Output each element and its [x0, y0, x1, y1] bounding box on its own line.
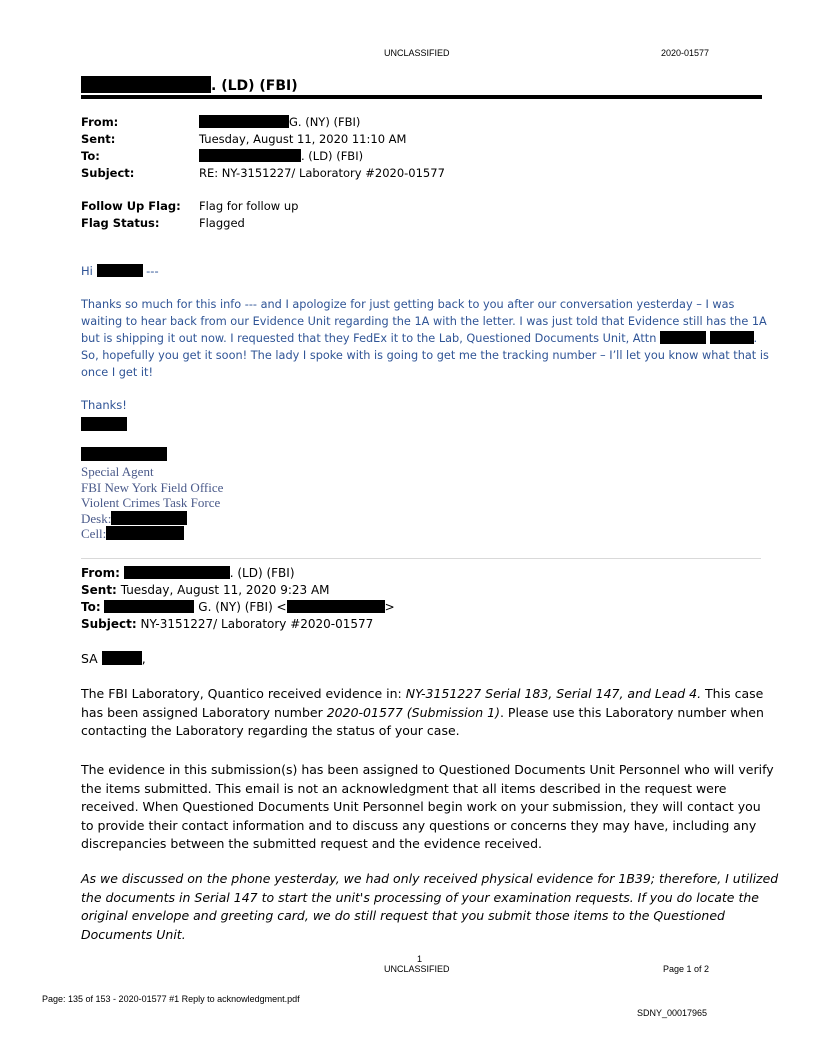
redaction-box: [81, 417, 127, 431]
mailbox-owner: [81, 76, 298, 94]
redaction-box: [102, 651, 142, 665]
classification-footer: UNCLASSIFIED: [384, 964, 450, 974]
message2-header: [81, 565, 771, 633]
sent-label: Sent:: [81, 132, 116, 146]
signature-unit: Violent Crimes Task Force: [81, 495, 221, 510]
body-line: Thanks so much for this info --- and I apologize for just getting back to you after our conversation yesterday – I was: [81, 298, 735, 311]
p2-line: received. When Questioned Documents Unit Personnel begin work on your submission, they will contact you: [81, 799, 761, 814]
signature-title: Special Agent: [81, 464, 154, 479]
body-line-period: .: [753, 332, 758, 345]
salutation: [81, 650, 146, 669]
flag-status-label: Flag Status:: [81, 216, 160, 230]
p1-text: . Please use this Laboratory number when: [499, 704, 764, 720]
to-label: To:: [81, 149, 100, 163]
redaction-box: [104, 600, 194, 613]
sent-value: Tuesday, August 11, 2020 11:10 AM: [199, 132, 407, 146]
p3-line: As we discussed on the phone yesterday, we had only received physical evidence for 1B39; therefore, I utilized: [81, 871, 779, 886]
p1-case-ref: NY-3151227 Serial 183, Serial 147, and Lead 4.: [405, 686, 702, 701]
page-of: Page 1 of 2: [663, 964, 710, 974]
signature-desk: [81, 511, 223, 527]
greeting-text: Hi: [81, 264, 93, 278]
signature-cell: [81, 526, 223, 542]
greeting-dashes: ---: [146, 264, 159, 278]
body-line: waiting to hear back from our Evidence Unit regarding the 1A with the letter. I was just told that Evidence still has the 1A: [81, 315, 767, 328]
bates-number: SDNY_00017965: [637, 1008, 708, 1018]
body-line: So, hopefully you get it soon! The lady I spoke with is going to get me the tracking number – I’ll let you know what that is: [81, 349, 769, 362]
body-line-text: but is shipping it out now. I requested that they FedEx it to the Lab, Questioned Documents Unit, Attn: [81, 332, 657, 345]
redaction-box: [710, 331, 754, 344]
from-label: From:: [81, 566, 120, 580]
message1-body: [81, 296, 771, 381]
follow-up-flag-label: Follow Up Flag:: [81, 199, 181, 213]
classification-header: UNCLASSIFIED: [384, 48, 450, 58]
redaction-box: [81, 76, 211, 93]
doc-number: 2020-01577: [661, 48, 710, 58]
p1-text: contacting the Laboratory regarding the status of your case.: [81, 723, 460, 738]
salutation-text: SA: [81, 651, 98, 666]
page-number: 1: [417, 954, 423, 964]
to-label: To:: [81, 600, 101, 614]
p1-text: has been assigned Laboratory number: [81, 704, 327, 720]
header-rule: [81, 95, 762, 99]
mailbox-owner-suffix: . (LD) (FBI): [211, 78, 298, 94]
redaction-box: [199, 149, 301, 162]
to-value: G. (NY) (FBI) <: [198, 600, 287, 614]
body-line-attn: [81, 330, 771, 347]
subject-label: Subject:: [81, 166, 135, 180]
salutation-comma: ,: [141, 651, 146, 666]
from-value: . (LD) (FBI): [229, 566, 295, 580]
cell-label: Cell:: [81, 526, 107, 541]
redaction-box: [81, 447, 167, 461]
signature-block: [81, 464, 223, 542]
sent-value: Tuesday, August 11, 2020 9:23 AM: [120, 583, 330, 597]
to-value: . (LD) (FBI): [301, 149, 364, 163]
p3-line: original envelope and greeting card, we do still request that you submit those items to the Questioned: [81, 908, 725, 923]
redaction-box: [287, 600, 385, 613]
to-bracket: >: [384, 600, 395, 614]
from-value: G. (NY) (FBI): [289, 115, 361, 129]
message-divider: [81, 558, 761, 559]
redaction-box: [124, 566, 230, 579]
p2-line: discrepancies between the submitted request and the evidence received.: [81, 836, 543, 851]
paragraph-1: [81, 685, 771, 741]
subject-value: RE: NY-3151227/ Laboratory #2020-01577: [199, 166, 445, 180]
p2-line: The evidence in this submission(s) has been assigned to Questioned Documents Unit Personnel who will verify: [81, 762, 774, 777]
flag-status-value: Flagged: [199, 216, 245, 230]
p3-line: Documents Unit.: [81, 926, 186, 942]
greeting: [81, 263, 159, 280]
p1-text: This case: [701, 686, 764, 701]
p1-lab-number: 2020-01577 (Submission 1): [326, 704, 500, 720]
body-line: once I get it!: [81, 366, 153, 379]
sent-label: Sent:: [81, 583, 117, 597]
message1-header: [81, 114, 761, 232]
signature-office: FBI New York Field Office: [81, 479, 224, 495]
redaction-box: [106, 526, 184, 540]
thanks: Thanks!: [81, 398, 127, 412]
follow-up-flag-value: Flag for follow up: [199, 199, 299, 213]
p2-line: to provide their contact information and to discuss any questions or concerns they may have, including any: [81, 817, 757, 833]
redaction-box: [97, 264, 143, 277]
subject-label: Subject:: [81, 617, 137, 631]
paragraph-3: [81, 870, 779, 944]
pdf-info: Page: 135 of 153 - 2020-01577 #1 Reply to acknowledgment.pdf: [42, 994, 300, 1004]
desk-label: Desk:: [81, 510, 112, 526]
p3-line: the documents in Serial 147 to start the unit's processing of your examination requests. If you do locate the: [81, 889, 759, 905]
redaction-box: [660, 331, 706, 344]
paragraph-2: [81, 761, 774, 854]
redaction-box: [199, 115, 289, 128]
from-label: From:: [81, 115, 119, 129]
p1-text: The FBI Laboratory, Quantico received evidence in:: [81, 686, 406, 701]
p2-line: the items submitted. This email is not an acknowledgment that all items described in the request were: [81, 780, 727, 796]
redaction-box: [111, 511, 187, 525]
subject-value: NY-3151227/ Laboratory #2020-01577: [140, 617, 374, 631]
